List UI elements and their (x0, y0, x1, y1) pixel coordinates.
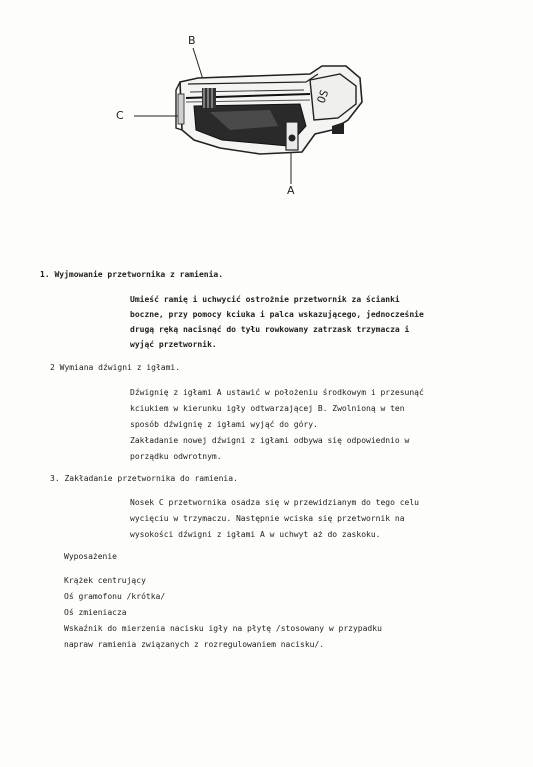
section-1-line: boczne, przy pomocy kciuka i palca wskazującego, jednocześnie (130, 310, 424, 319)
equipment-item: Wskaźnik do mierzenia nacisku igły na płytę /stosowany w przypadku (64, 624, 382, 633)
equipment-item: Krążek centrujący (64, 576, 146, 585)
cartridge-figure (110, 30, 370, 200)
label-b: B (188, 34, 196, 47)
section-2-line: Dźwignię z igłami A ustawić w położeniu środkowym i przesunąć (130, 388, 424, 397)
cartridge-drawing (110, 30, 370, 200)
section-1-line: Umieść ramię i uchwycić ostrożnie przetwornik za ścianki (130, 295, 400, 304)
section-3-line: wysokości dźwigni z igłami A w uchwyt aż do zaskoku. (130, 530, 381, 539)
svg-text:OS: OS (314, 88, 332, 106)
section-2-heading: 2 Wymiana dźwigni z igłami. (50, 363, 181, 372)
section-2-line: kciukiem w kierunku igły odtwarzającej B. Zwolnioną w ten (130, 404, 405, 413)
equipment-item: Oś gramofonu /krótka/ (64, 592, 166, 601)
section-1-line: wyjąć przetwornik. (130, 340, 217, 349)
section-1-heading: 1. Wyjmowanie przetwornika z ramienia. (40, 270, 224, 279)
equipment-title: Wyposażenie (64, 552, 117, 561)
section-3-heading: 3. Zakładanie przetwornika do ramienia. (50, 474, 238, 483)
equipment-item: napraw ramienia związanych z rozregulowaniem nacisku/. (64, 640, 325, 649)
section-2-line: Zakładanie nowej dźwigni z igłami odbywa się odpowiednio w (130, 436, 410, 445)
equipment-item: Oś zmieniacza (64, 608, 127, 617)
section-3-line: wycięciu w trzymaczu. Następnie wciska się przetwornik na (130, 514, 405, 523)
section-3-line: Nosek C przetwornika osadza się w przewidzianym do tego celu (130, 498, 419, 507)
label-c: C (116, 109, 124, 122)
section-2-line: sposób dźwignię z igłami wyjąć do góry. (130, 420, 318, 429)
section-2-line: porządku odwrotnym. (130, 452, 222, 461)
section-1-line: drugą ręką nacisnąć do tyłu rowkowany zatrzask trzymacza i (130, 325, 410, 334)
label-a: A (287, 184, 295, 197)
